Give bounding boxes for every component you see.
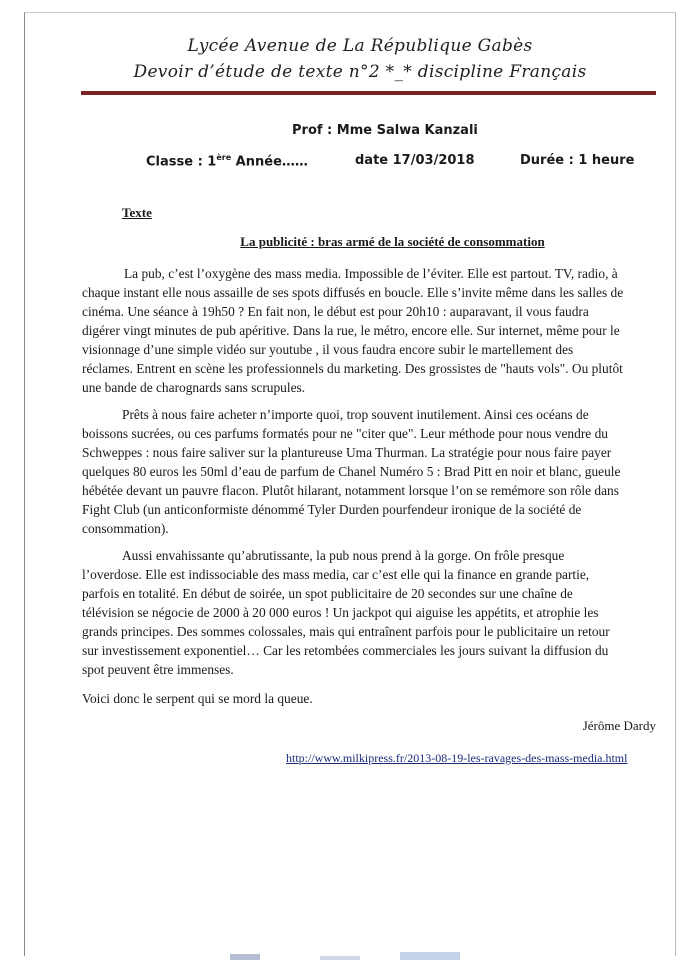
section-label: Texte (122, 205, 152, 220)
text-line: parfois en totalité. En début de soirée, un spot publicitaire de 20 secondes sur une chaîne de (82, 586, 573, 601)
article-title: La publicité : bras armé de la société de consommation (240, 234, 545, 249)
paragraph-1 (82, 264, 658, 397)
text-line: Schweppes : nous faire saliver sur la plantureuse Uma Thurman. La stratégie pour nous faire payer (82, 445, 612, 460)
text-line: quelques 80 euros les 50ml d’eau de parfum de Chanel Numéro 5 : Brad Pitt en noir et blanc, gueule (82, 464, 621, 479)
exam-date: date 17/03/2018 (355, 153, 475, 168)
header-divider (81, 91, 656, 95)
text-line: La pub, c’est l’oxygène des mass media. Impossible de l’éviter. Elle est partout. TV, radio, à (124, 266, 618, 281)
exam-duration: Durée : 1 heure (520, 153, 635, 168)
text-line: Prêts à nous faire acheter n’importe quoi, trop souvent inutilement. Ainsi ces océans de (122, 407, 589, 422)
paragraph-4 (82, 689, 658, 708)
text-line: boissons sucrées, ou ces parfums formatés pour ne "citer que". Leur méthode pour nous vendre du (82, 426, 608, 441)
class-suffix: Année…… (231, 154, 308, 170)
text-line: sur investissement exponentiel… Car les retombées commerciales les jours suivant la diffusion du (82, 643, 609, 658)
source-link[interactable]: http://www.milkipress.fr/2013-08-19-les-ravages-des-mass-media.html (286, 751, 628, 765)
teacher-name: Prof : Mme Salwa Kanzali (292, 123, 478, 138)
text-line: cinéma. Une séance à 19h50 ? En fait non, le début est pour 20h10 : auparavant, il vous faudra (82, 304, 589, 319)
author-signature: Jérôme Dardy (582, 718, 656, 733)
text-line: consommation). (82, 521, 169, 536)
assignment-title: Devoir d’étude de texte n°2 *_* discipline Français (133, 62, 587, 82)
paragraph-3 (82, 546, 658, 679)
text-line: l’overdose. Elle est indissociable des mass media, car c’est elle qui la finance en grande partie, (82, 567, 590, 582)
text-line: Aussi envahissante qu’abrutissante, la pub nous prend à la gorge. On frôle presque (122, 548, 565, 563)
class-superscript: ère (216, 153, 232, 162)
school-name: Lycée Avenue de La République Gabès (187, 36, 533, 56)
text-line: chaque instant elle nous assaille de ses spots diffusés en boucle. Elle s’invite même dans les salles de (82, 285, 624, 300)
text-line: Fight Club (un anticonformiste dénommé Tyler Durden pourfendeur ironique de la société de (82, 502, 582, 517)
text-line: spot peuvent être immenses. (82, 662, 234, 677)
text-line: réclames. Entrent en scène les professionnels du marketing. Des grossistes de "hauts vols". Ou plutôt (82, 361, 623, 376)
class-prefix: Classe : 1 (146, 154, 217, 170)
text-line: digérer vingt minutes de pub apéritive. Dans la rue, le métro, encore elle. Sur internet, même pour le (82, 323, 620, 338)
text-line: grands principes. Des sommes colossales, mais qui entraînent parfois pour le publicitaire un retour (82, 624, 610, 639)
text-line: Voici donc le serpent qui se mord la queue. (82, 691, 313, 706)
text-line: télévision se négocie de 2000 à 20 000 euros ! Un jackpot qui aiguise les appétits, et atrophie les (82, 605, 599, 620)
text-line: hébétée devant un pauvre flacon. Plutôt hilarant, notamment lorsque l’on se remémore son rôle dans (82, 483, 619, 498)
bottom-edge-artifact (230, 944, 490, 960)
paragraph-2 (82, 405, 658, 538)
text-line: visionnage d’une simple vidéo sur youtube , il vous faudra encore subir le martellement des (82, 342, 574, 357)
text-line: une bande de charognards sans scrupules. (82, 380, 306, 395)
class-level (146, 153, 308, 169)
